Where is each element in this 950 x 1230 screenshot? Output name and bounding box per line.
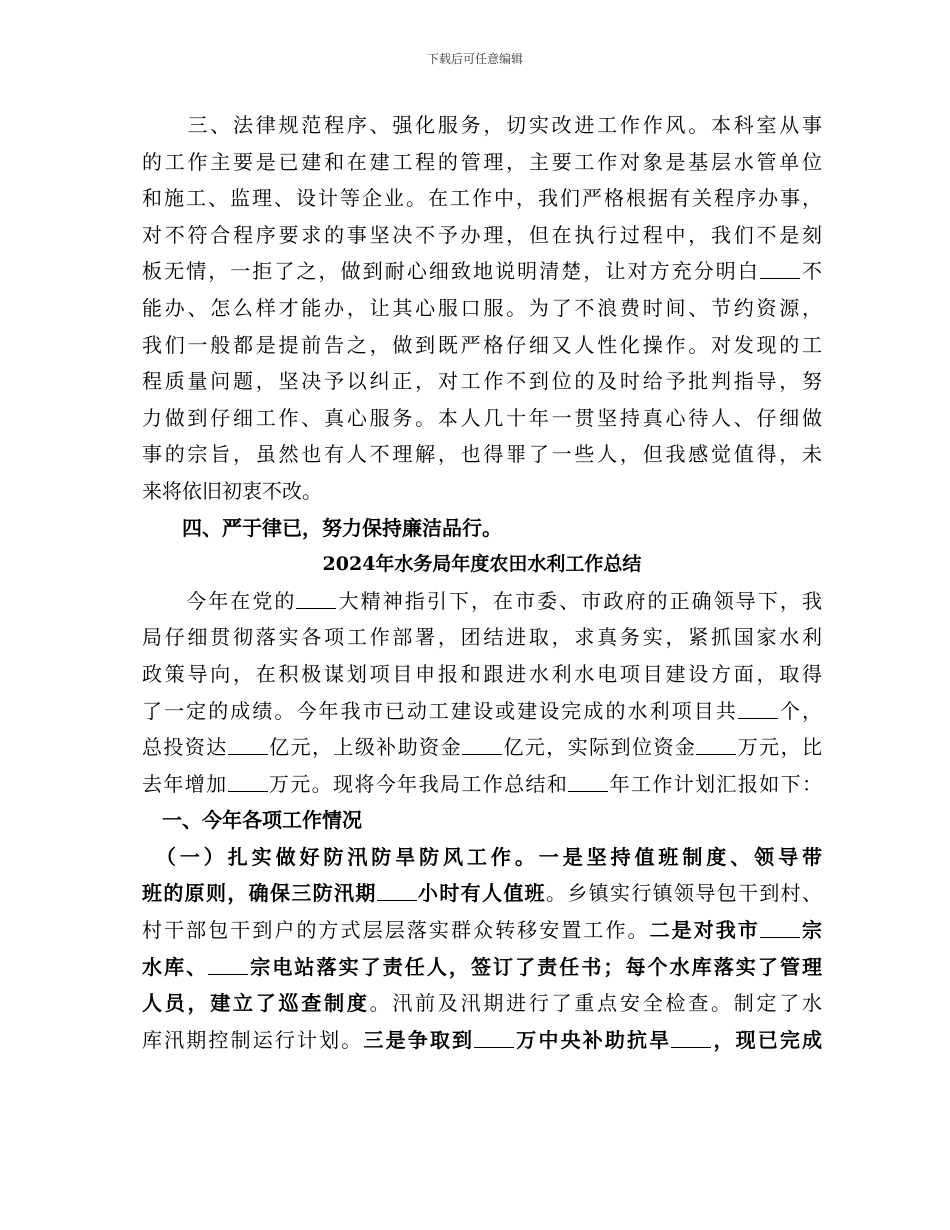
blank-underline — [377, 878, 417, 901]
text-segment: 亿元，实际到位资金 — [502, 735, 697, 760]
text-segment: 年工作计划汇报如下： — [608, 771, 823, 796]
text-segment: 小时有人值班 — [416, 881, 547, 906]
text-line — [142, 729, 822, 766]
text-line — [142, 619, 822, 656]
text-segment: 对不符合程序要求的事坚决不予办理，但在执行过程中，我们不是刻 — [142, 222, 822, 247]
text-segment: 我们一般都是提前告之，做到既严格仔细又人性化操作。对发现的工 — [142, 332, 822, 357]
text-segment: 来将依旧初衷不改。 — [142, 478, 322, 503]
text-segment: 。乡镇实行镇领导包干到村、 — [546, 881, 823, 906]
text-line — [142, 1022, 822, 1059]
text-segment: 程质量问题，坚决予以纠正，对工作不到位的及时给予批判指导，努 — [142, 369, 822, 394]
text-segment: 四、严于律已，努力保持廉洁品行。 — [142, 515, 502, 540]
text-line — [142, 839, 822, 876]
text-line — [142, 985, 822, 1022]
text-segment: 村干部包干到户的方式层层落实群众转移安置工作。 — [142, 918, 650, 943]
text-segment: 三、法律规范程序、强化服务，切实改进工作作风。本科室从事 — [142, 113, 822, 137]
text-line — [142, 473, 822, 510]
blank-underline — [296, 586, 336, 609]
text-segment: 政策导向，在积极谋划项目申报和跟进水利水电项目建设方面，取得 — [142, 661, 822, 686]
text-segment: 二是对我市 — [649, 918, 760, 943]
text-line — [142, 949, 822, 986]
text-line — [142, 802, 822, 839]
text-segment: （一）扎实做好防汛防旱防风工作。一是坚持值班制度、领导带 — [142, 844, 822, 869]
blank-underline — [474, 1025, 514, 1048]
text-segment: 的工作主要是已建和在建工程的管理，主要工作对象是基层水管单位 — [142, 149, 822, 174]
text-segment: 。汛前及汛期进行了重点安全检查。制定了水 — [369, 991, 823, 1016]
blank-underline — [228, 732, 268, 755]
text-line — [142, 436, 822, 473]
text-line — [142, 766, 822, 803]
section-title — [142, 546, 822, 583]
page-header: 下载后可任意编辑 — [426, 52, 523, 66]
text-segment: 总投资达 — [142, 735, 228, 760]
text-line — [142, 253, 822, 290]
text-line — [142, 290, 822, 327]
text-line — [142, 912, 822, 949]
text-segment: 宗 — [799, 918, 823, 943]
text-line — [142, 180, 822, 217]
text-line — [142, 107, 822, 144]
text-line — [142, 327, 822, 364]
document-body — [142, 107, 822, 1058]
text-segment: 去年增加 — [142, 771, 228, 796]
text-segment: 大精神指引下，在市委、市政府的正确领导下，我 — [336, 588, 823, 613]
text-segment: 亿元，上级补助资金 — [267, 735, 463, 760]
text-segment: 2024年水务局年度农田水利工作总结 — [322, 553, 642, 576]
blank-underline — [671, 1025, 711, 1048]
text-segment: 宗电站落实了责任人，签订了责任书；每个水库落实了管理 — [248, 954, 823, 979]
text-segment: 万元。现将今年我局工作总结和 — [267, 771, 569, 796]
blank-underline — [208, 952, 248, 975]
text-segment: 力做到仔细工作、真心服务。本人几十年一贯坚持真心待人、仔细做 — [142, 405, 822, 430]
text-line — [142, 363, 822, 400]
text-segment: 班的原则，确保三防汛期 — [142, 881, 377, 906]
text-segment: ，现已完成 — [711, 1027, 823, 1052]
text-line — [142, 693, 822, 730]
text-segment: 万中央补助抗旱 — [514, 1027, 672, 1052]
text-segment: 和施工、监理、设计等企业。在工作中，我们严格根据有关程序办事， — [142, 186, 822, 211]
text-line — [142, 510, 822, 547]
text-segment: 水库、 — [142, 954, 209, 979]
text-line — [142, 656, 822, 693]
text-segment: 今年在党的 — [142, 588, 297, 613]
blank-underline — [568, 769, 608, 792]
blank-underline — [738, 696, 778, 719]
blank-underline — [462, 732, 502, 755]
text-segment: 人员，建立了巡查制度 — [142, 991, 370, 1016]
text-line — [142, 583, 822, 620]
text-segment: 事的宗旨，虽然也有人不理解，也得罪了一些人，但我感觉值得，未 — [142, 442, 822, 467]
text-segment: 了一定的成绩。今年我市已动工建设或建设完成的水利项目共 — [142, 698, 738, 723]
text-segment: 一、今年各项工作情况 — [142, 808, 362, 833]
text-segment: 板无情，一拒了之，做到耐心细致地说明清楚，让对方充分明白 — [142, 259, 760, 284]
text-segment: 局仔细贯彻落实各项工作部署，团结进取，求真务实，紧抓国家水利 — [142, 625, 822, 650]
text-segment: 三是争取到 — [363, 1027, 475, 1052]
blank-underline — [228, 769, 268, 792]
text-line — [142, 217, 822, 254]
text-segment: 库汛期控制运行计划。 — [142, 1027, 364, 1052]
blank-underline — [760, 915, 800, 938]
text-line — [142, 875, 822, 912]
text-segment: 个， — [777, 698, 823, 723]
text-line — [142, 144, 822, 181]
text-segment: 不 — [799, 259, 823, 284]
blank-underline — [696, 732, 736, 755]
blank-underline — [760, 256, 800, 279]
text-segment: 能办、怎么样才能办，让其心服口服。为了不浪费时间、节约资源， — [142, 295, 822, 320]
text-segment: 万元，比 — [736, 735, 823, 760]
text-line — [142, 400, 822, 437]
